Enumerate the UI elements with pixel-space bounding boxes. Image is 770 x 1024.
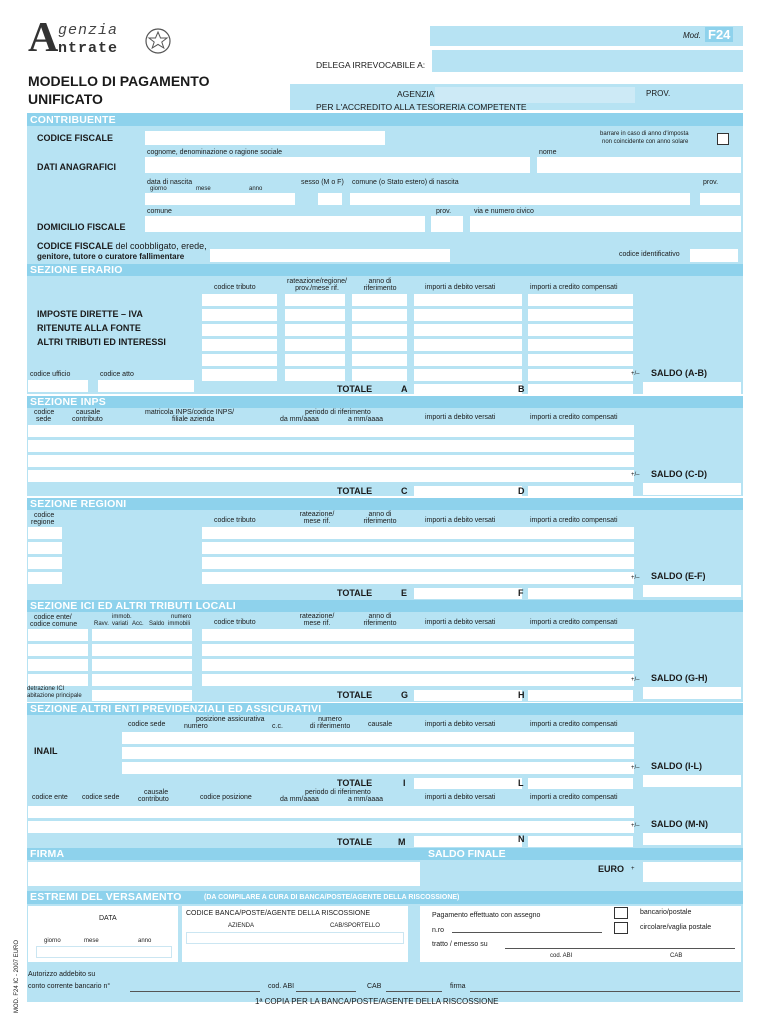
ici-detrazione1: detrazione ICI [27,686,65,692]
erario-title: SEZIONE ERARIO [30,264,123,276]
prev-totale2: TOTALE [337,837,373,847]
ici-saldo: SALDO (G-H) [651,673,708,683]
inps-saldo-input[interactable] [643,483,741,495]
saldo-finale-title: SALDO FINALE [428,848,506,860]
regioni-title: SEZIONE REGIONI [30,498,127,510]
regioni-codice1: codice [34,512,55,519]
ici-row-2-ente[interactable] [28,644,88,656]
comune-nascita-label: comune (o Stato estero) di nascita [352,179,459,186]
ici-codice-ente1: codice ente/ [34,614,72,621]
erario-row-1-debito[interactable] [414,294,522,306]
cf-coobbligato-input[interactable] [210,249,450,262]
ici-row-1-rest[interactable] [202,629,634,641]
inps-row-4[interactable] [28,470,634,482]
codice-fiscale-label: CODICE FISCALE [37,133,114,143]
delega-field[interactable] [432,50,743,72]
domicilio-label: DOMICILIO FISCALE [37,222,126,232]
ici-totale-h[interactable] [528,690,633,701]
erario-row-5-debito[interactable] [414,354,522,366]
regioni-totale-f[interactable] [528,588,633,599]
ici-anno2: riferimento [363,620,397,627]
regioni-rateazione2: mese rif. [303,518,331,525]
autorizzo-1: Autorizzo addebito su [28,971,96,978]
inps-letter-d: D [518,486,525,496]
erario-header [27,264,743,276]
inps-totale-c[interactable] [414,486,522,497]
prev-debito2: importi a debito versati [425,794,496,801]
ici-debito: importi a debito versati [425,619,496,626]
ici-rateazione1: rateazione/ [299,613,335,620]
erario-row-6-rate[interactable] [285,369,345,381]
prev-causale2b: contributo [138,796,169,803]
data-nascita-input[interactable] [145,193,295,205]
codice-banca-label: CODICE BANCA/POSTE/AGENTE DELLA RISCOSSIONE [186,910,370,917]
previdenziali-title: SEZIONE ALTRI ENTI PREVIDENZIALI ED ASSICURATIVI [30,703,322,715]
ici-letter-h: H [518,690,525,700]
regioni-row-4-codice[interactable] [28,572,62,584]
contribuente-header [27,113,743,126]
cognome-input[interactable] [145,157,530,173]
comune-input[interactable] [145,216,425,232]
ici-saldo-col: Saldo [149,621,165,627]
via-label: via e numero civico [474,208,534,215]
ici-detrazione2: abitazione principale [27,693,82,699]
regioni-totale-e[interactable] [414,588,522,599]
emblem-icon [144,26,172,56]
anno-label: anno [249,186,263,192]
prev-saldo-il: SALDO (I-L) [651,761,702,771]
ici-row-1-flags[interactable] [92,629,192,641]
abi-input[interactable] [296,991,356,992]
firma-title: FIRMA [30,848,65,860]
nome-input[interactable] [537,157,741,173]
prev-totale-n[interactable] [528,836,633,847]
cf-coobbligato-bold: CODICE FISCALE [37,241,114,251]
regioni-rateazione1: rateazione/ [299,511,335,518]
ici-row-4-rest[interactable] [202,674,634,686]
erario-row-3-debito[interactable] [414,324,522,336]
versamento-subtitle: (DA COMPILARE A CURA DI BANCA/POSTE/AGENTE DELLA RISCOSSIONE) [204,894,460,901]
accredito-label: PER L'ACCREDITO ALLA TESORERIA COMPETENTE [316,102,527,112]
erario-row-3-tributo[interactable] [202,324,277,336]
erario-row-6-anno[interactable] [352,369,407,381]
firma-input[interactable] [28,862,420,886]
euro-label: EURO [598,864,625,874]
erario-debito: importi a debito versati [425,284,496,291]
prev-credito2: importi a credito compensati [530,794,618,801]
erario-row-4-credito[interactable] [528,339,633,351]
codice-banca-input[interactable] [186,932,404,944]
cf-coobbligato-rest2: genitore, tutore o curatore fallimentare [37,252,185,261]
ici-rateazione2: mese rif. [303,620,331,627]
inps-debito: importi a debito versati [425,414,496,421]
prev-codice-sede2: codice sede [82,794,120,801]
circolare-label: circolare/vaglia postale [640,924,712,931]
firma-header [27,848,743,860]
contribuente-title: CONTRIBUENTE [30,114,116,126]
erario-rateazione2: prov./mese rif. [295,285,339,292]
regioni-plusminus: +/– [631,575,640,581]
inail-label: INAIL [34,746,58,756]
inail-row-3[interactable] [122,762,634,774]
inps-codice-sede2: sede [36,416,52,423]
prev-a: a mm/aaaa [348,796,384,803]
codice-ufficio-input[interactable] [28,380,88,392]
inps-matricola1: matricola INPS/codice INPS/ [145,409,235,416]
ici-numero1: numero [171,614,192,620]
form-title-1: MODELLO DI PAGAMENTO [28,73,210,89]
inps-periodo: periodo di riferimento [305,409,371,416]
autorizzo-2: conto corrente bancario n° [28,983,111,990]
inps-matricola2: filiale azienda [172,416,215,423]
euro-plus: + [631,866,635,872]
erario-letter-a: A [401,384,408,394]
versamento-data-input[interactable] [36,946,172,958]
ici-immob1: immob. [112,614,132,620]
prev-totale-l[interactable] [528,778,633,789]
inps-totale-d[interactable] [528,486,633,497]
prev-periodo: periodo di riferimento [305,789,371,796]
prev-letter-l: L [518,778,524,788]
inps-totale: TOTALE [337,486,373,496]
erario-rateazione: rateazione/regione/ [287,278,347,285]
ici-anno1: anno di [368,613,392,620]
prev-credito: importi a credito compensati [530,721,618,728]
erario-row-1-credito[interactable] [528,294,633,306]
prev-numero-rif1: numero [318,716,342,723]
prev-totale-i[interactable] [414,778,522,789]
erario-totale-b[interactable] [528,384,633,396]
tratto-input[interactable] [505,948,735,949]
versamento-giorno: giorno [44,938,61,944]
ici-row-4-ente[interactable] [28,674,88,686]
dati-anagrafici-label: DATI ANAGRAFICI [37,162,116,172]
erario-plusminus: +/– [631,371,640,377]
inps-da: da mm/aaaa [280,416,319,423]
ici-saldo-input[interactable] [643,687,741,699]
ici-codice-ente2: codice comune [30,621,78,628]
regioni-debito: importi a debito versati [425,517,496,524]
cab-sportello-label: CAB/SPORTELLO [330,923,380,929]
ici-totale-g[interactable] [414,690,522,701]
regioni-saldo-input[interactable] [643,585,741,597]
versamento-mese: mese [84,938,99,944]
inps-codice-sede1: codice [34,409,55,416]
altri-plusminus: +/– [631,823,640,829]
side-code: MOD. F24 IC - 2007 EURO [14,939,20,1013]
cf-coobbligato-rest1: del coobbligato, erede, [115,241,207,251]
erario-anno2: riferimento [363,285,397,292]
ici-row-1-ente[interactable] [28,629,88,641]
prev-saldo-mn-input[interactable] [643,833,741,845]
ici-codice-tributo: codice tributo [214,619,256,626]
mod-code: F24 [705,27,733,42]
inps-credito: importi a credito compensati [530,414,618,421]
inps-plusminus: +/– [631,472,640,478]
pagamento-label: Pagamento effettuato con assegno [432,912,541,919]
inps-row-1[interactable] [28,425,634,437]
erario-row-6-tributo[interactable] [202,369,277,381]
ici-immob2: variati [112,621,129,627]
ici-row-3-ente[interactable] [28,659,88,671]
erario-row-1-tributo[interactable] [202,294,277,306]
prev-letter-n: N [518,834,525,844]
regioni-totale: TOTALE [337,588,373,598]
prov-domicilio-label: prov. [436,208,452,215]
cognome-label: cognome, denominazione o ragione sociale [147,149,283,156]
regioni-codice2: regione [31,519,55,526]
erario-row-2-debito[interactable] [414,309,522,321]
regioni-anno2: riferimento [363,518,397,525]
prev-da: da mm/aaaa [280,796,319,803]
erario-row-6-debito[interactable] [414,369,522,381]
prev-cc: c.c. [272,723,283,730]
regioni-row-3-codice[interactable] [28,557,62,569]
erario-row-2-rate[interactable] [285,309,345,321]
bancario-checkbox[interactable] [614,907,628,919]
mod-label: Mod. [683,31,701,40]
barrare-2: non coincidente con anno solare [602,139,689,145]
erario-letter-b: B [518,384,525,394]
prov-nascita-input[interactable] [700,193,740,205]
bancario-label: bancario/postale [640,909,692,916]
prev-posizione: posizione assicurativa [196,716,265,723]
erario-row-5-tributo[interactable] [202,354,277,366]
prev-numero: numero [184,723,208,730]
prov-nascita-label: prov. [703,179,719,186]
inps-row-3[interactable] [28,455,634,467]
regioni-row-1-codice[interactable] [28,527,62,539]
imposte-1: IMPOSTE DIRETTE – IVA [37,309,143,319]
ici-title: SEZIONE ICI ED ALTRI TRIBUTI LOCALI [30,600,236,612]
autorizzo-cod-abi: cod. ABI [268,983,295,990]
erario-row-4-rate[interactable] [285,339,345,351]
cab-input[interactable] [386,991,442,992]
erario-row-2-tributo[interactable] [202,309,277,321]
footer-copy: 1ª COPIA PER LA BANCA/POSTE/AGENTE DELLA RISCOSSIONE [255,997,499,1006]
comune-nascita-input[interactable] [350,193,690,205]
altri-enti-row-2[interactable] [28,821,634,833]
erario-row-4-tributo[interactable] [202,339,277,351]
inail-row-1[interactable] [122,732,634,744]
prev-debito: importi a debito versati [425,721,496,728]
prev-codice-sede: codice sede [128,721,166,728]
erario-row-4-debito[interactable] [414,339,522,351]
codice-identificativo-label: codice identificativo [619,251,680,258]
prev-letter-m: M [398,837,406,847]
ici-numero2: immobili [168,621,191,627]
erario-credito: importi a credito compensati [530,284,618,291]
ici-row-3-flags[interactable] [92,659,192,671]
ici-row-3-rest[interactable] [202,659,634,671]
inps-saldo: SALDO (C-D) [651,469,707,479]
prev-codice-posizione: codice posizione [200,794,252,801]
comune-label: comune [147,208,172,215]
ici-letter-g: G [401,690,409,700]
regioni-codice-tributo: codice tributo [214,517,256,524]
erario-row-2-credito[interactable] [528,309,633,321]
logo-bottom-text: ntrate [58,40,119,57]
erario-row-3-anno[interactable] [352,324,407,336]
erario-totale-a[interactable] [414,384,522,396]
prev-codice-ente: codice ente [32,794,68,801]
inps-causale1: causale [76,409,101,416]
erario-row-5-anno[interactable] [352,354,407,366]
data-nascita-label: data di nascita [147,179,193,186]
nro-input[interactable] [452,932,602,933]
prov-label: PROV. [646,89,671,98]
codice-fiscale-input[interactable] [145,131,385,145]
imposte-2: RITENUTE ALLA FONTE [37,323,141,333]
codice-ufficio-label: codice ufficio [30,371,71,378]
inps-row-2[interactable] [28,440,634,452]
prev-saldo-il-input[interactable] [643,775,741,787]
regioni-row-3-rest[interactable] [202,557,634,569]
tratto-label: tratto / emesso su [432,941,488,948]
prev-totale: TOTALE [337,778,373,788]
azienda-label: AZIENDA [228,923,255,929]
regioni-row-1-rest[interactable] [202,527,634,539]
imposte-3: ALTRI TRIBUTI ED INTERESSI [37,337,166,347]
barrare-1: barrare in caso di anno d'imposta [600,131,689,137]
regioni-anno1: anno di [368,511,392,518]
anno-imposta-checkbox[interactable] [717,133,729,145]
regioni-letter-e: E [401,588,408,598]
saldo-finale-input[interactable] [643,862,741,882]
cab-small: CAB [670,953,683,959]
autorizzo-cab: CAB [367,983,382,990]
inps-causale2: contributo [72,416,103,423]
via-input[interactable] [470,216,741,232]
erario-row-3-rate[interactable] [285,324,345,336]
erario-row-1-anno[interactable] [352,294,407,306]
ici-row-2-rest[interactable] [202,644,634,656]
versamento-anno: anno [138,938,152,944]
ici-totale: TOTALE [337,690,373,700]
ici-row-4-flags[interactable] [92,674,192,686]
inps-letter-c: C [401,486,408,496]
prev-saldo-mn: SALDO (M-N) [651,819,708,829]
versamento-title: ESTREMI DEL VERSAMENTO [30,891,182,903]
ici-row-2-flags[interactable] [92,644,192,656]
erario-row-4-anno[interactable] [352,339,407,351]
erario-saldo-input[interactable] [643,382,741,394]
erario-saldo: SALDO (A-B) [651,368,707,378]
codice-identificativo-input[interactable] [690,249,738,262]
conto-input[interactable] [130,991,260,992]
form-title-2: UNIFICATO [28,91,103,107]
prov-domicilio-input[interactable] [431,216,463,232]
agenzia-input[interactable] [435,87,635,103]
sesso-label: sesso (M o F) [301,179,344,186]
autorizzo-firma: firma [450,983,466,990]
mese-label: mese [196,186,211,192]
prev-causale2a: causale [144,789,169,796]
nome-label: nome [539,149,557,156]
erario-row-6-credito[interactable] [528,369,633,381]
erario-row-5-rate[interactable] [285,354,345,366]
ici-ravv: Ravv. [94,621,109,627]
erario-row-1-rate[interactable] [285,294,345,306]
inps-header [27,396,743,408]
regioni-letter-f: F [518,588,524,598]
erario-anno: anno di [368,278,392,285]
erario-row-2-anno[interactable] [352,309,407,321]
circolare-checkbox[interactable] [614,922,628,934]
regioni-header [27,498,743,510]
codice-atto-input[interactable] [98,380,194,392]
inail-plusminus: +/– [631,765,640,771]
inail-row-2[interactable] [122,747,634,759]
regioni-row-2-rest[interactable] [202,542,634,554]
regioni-saldo: SALDO (E-F) [651,571,706,581]
ici-acc: Acc. [132,621,144,627]
ici-detrazione-input[interactable] [92,690,192,701]
ici-plusminus: +/– [631,677,640,683]
autorizzo-firma-input[interactable] [470,991,740,992]
prev-numero-rif2: di riferimento [309,723,351,730]
giorno-label: giorno [150,186,167,192]
regioni-credito: importi a credito compensati [530,517,618,524]
agenzia-logo [28,15,178,66]
regioni-row-2-codice[interactable] [28,542,62,554]
cod-abi-small: cod. ABI [550,953,573,959]
versamento-data: DATA [99,915,117,922]
cf-coobbligato-label [37,241,207,251]
agenzia-label: AGENZIA [397,89,435,99]
erario-codice-tributo: codice tributo [214,284,256,291]
erario-totale: TOTALE [337,384,373,394]
logo-letter-a: A [28,15,59,61]
prev-causale: causale [368,721,393,728]
sesso-input[interactable] [318,193,342,205]
prev-letter-i: I [403,778,406,788]
regioni-row-4-rest[interactable] [202,572,634,584]
ici-credito: importi a credito compensati [530,619,618,626]
nro-label: n.ro [432,927,445,934]
logo-top-text: genzia [58,22,119,39]
altri-enti-row-1[interactable] [28,806,634,818]
codice-atto-label: codice atto [100,371,134,378]
inps-title: SEZIONE INPS [30,396,106,408]
inps-a: a mm/aaaa [348,416,384,423]
erario-row-5-credito[interactable] [528,354,633,366]
erario-row-3-credito[interactable] [528,324,633,336]
prev-totale-m[interactable] [414,836,522,847]
delega-label: DELEGA IRREVOCABILE A: [316,60,426,70]
